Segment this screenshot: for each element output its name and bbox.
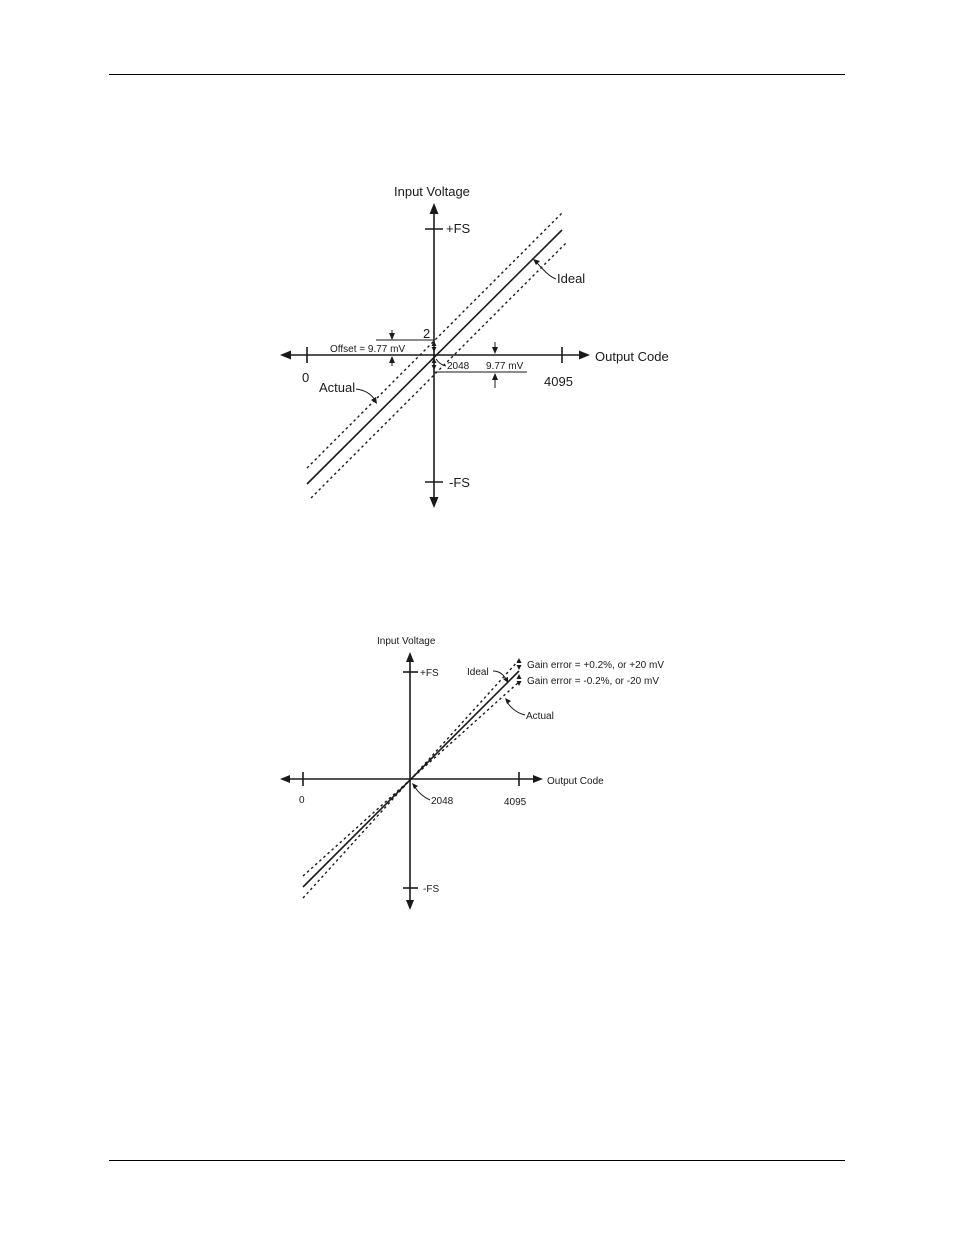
actual-leader bbox=[507, 702, 525, 715]
midcode-label: 2048 bbox=[447, 361, 470, 372]
gain-pos-arrow-up bbox=[517, 658, 522, 663]
actual-label: Actual bbox=[319, 380, 356, 395]
actual-label: Actual bbox=[526, 711, 554, 722]
y-axis-label: Input Voltage bbox=[377, 636, 436, 647]
gain-error-pos-label: Gain error = +0.2%, or +20 mV bbox=[527, 660, 665, 671]
midcode-label: 2048 bbox=[431, 796, 454, 807]
minus-fs-label: -FS bbox=[423, 884, 440, 895]
x-axis-arrow-right bbox=[533, 775, 543, 783]
x-max-label: 4095 bbox=[504, 797, 527, 808]
y-axis-arrow-up bbox=[406, 652, 414, 662]
x-min-label: 0 bbox=[302, 370, 310, 385]
gain-pos-arrow-down bbox=[517, 665, 522, 670]
midcode-leader bbox=[414, 786, 430, 800]
x-min-label: 0 bbox=[299, 795, 305, 806]
footer-rule bbox=[109, 1160, 845, 1161]
plus-fs-label: +FS bbox=[446, 221, 471, 236]
x-axis-label: Output Code bbox=[595, 349, 669, 364]
offset-code-label: 2 bbox=[423, 326, 431, 341]
ideal-leader bbox=[493, 671, 506, 679]
actual-leader-arrow bbox=[505, 698, 511, 704]
x-max-label: 4095 bbox=[544, 374, 573, 389]
offset-right-label: 9.77 mV bbox=[486, 361, 524, 372]
minus-fs-label: -FS bbox=[449, 475, 470, 490]
ideal-label: Ideal bbox=[467, 667, 489, 678]
x-axis-label: Output Code bbox=[547, 776, 604, 787]
y-axis-label: Input Voltage bbox=[394, 184, 470, 199]
gain-neg-arrow-up bbox=[517, 674, 522, 679]
y-axis-arrow-down bbox=[406, 900, 414, 910]
ideal-label: Ideal bbox=[557, 271, 586, 286]
plus-fs-label: +FS bbox=[420, 668, 439, 679]
x-axis-arrow-left bbox=[280, 775, 290, 783]
midcode-leader-arrow bbox=[412, 783, 418, 789]
gain-error-neg-label: Gain error = -0.2%, or -20 mV bbox=[527, 676, 659, 687]
offset-label: Offset = 9.77 mV bbox=[330, 344, 406, 355]
